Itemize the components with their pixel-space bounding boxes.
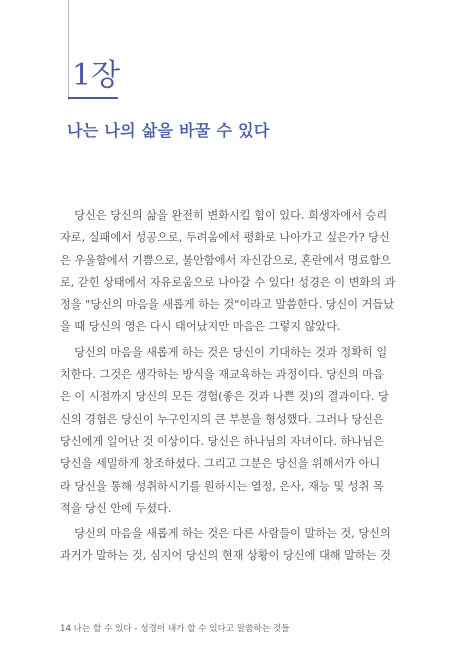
text-line: 은 우울함에서 기쁨으로, 불안함에서 자신감으로, 혼란에서 명료함으 (60, 253, 392, 267)
text-line: 정을 "당신의 마음을 새롭게 하는 것"이라고 말씀한다. 당신이 거듭났 (60, 298, 395, 312)
text-line: 적을 당신 안에 두셨다. (60, 501, 172, 515)
chapter-underline (68, 97, 118, 99)
text-line: 을 때 당신의 영은 다시 태어났지만 마음은 그렇지 않았다. (60, 320, 341, 334)
paragraph-2 (60, 342, 415, 520)
text-line: 당신의 마음을 새롭게 하는 것은 당신이 기대하는 것과 정확히 일 (60, 345, 388, 359)
chapter-title: 나는 나의 삶을 바꿀 수 있다 (67, 121, 270, 140)
page-footer: 14 나는 할 수 있다 - 성경이 내가 할 수 있다고 말씀하는 것들 (60, 624, 290, 634)
text-line: 과거가 말하는 것, 심지어 당신의 현재 상황이 당신에 대해 말하는 것 (60, 549, 391, 563)
text-line: 은 이 시점까지 당신의 모든 경험(좋은 것과 나쁜 것)의 결과이다. 당 (60, 390, 389, 404)
text-line: 라 당신을 통해 성취하시기를 원하시는 열정, 은사, 재능 및 성취 목 (60, 479, 384, 493)
text-line: 당신은 당신의 삶을 완전히 변화시킬 힘이 있다. 희생자에서 승리 (60, 209, 388, 222)
paragraph-3 (60, 523, 415, 568)
chapter-left-rule (68, 0, 69, 100)
text-line: 로, 갇힌 상태에서 자유로움으로 나아갈 수 있다! 성경은 이 변화의 과 (60, 275, 396, 289)
paragraph-1 (60, 205, 415, 339)
text-line: 자로, 실패에서 성공으로, 두려움에서 평화로 나아가고 싶은가? 당신 (60, 231, 390, 245)
text-line: 신의 경험은 당신이 누구인지의 큰 부분을 형성했다. 그러나 당신은 (60, 412, 384, 426)
chapter-number: 1장 (72, 58, 121, 93)
body-text (60, 205, 415, 568)
text-line: 당신에게 일어난 것 이상이다. 당신은 하나님의 자녀이다. 하나님은 (60, 434, 384, 448)
text-line: 치한다. 그것은 생각하는 방식을 재교육하는 과정이다. 당신의 마음 (60, 368, 384, 382)
text-line: 당신을 세밀하게 창조하셨다. 그리고 그분은 당신을 위해서가 아니 (60, 457, 381, 471)
text-line: 당신의 마음을 새롭게 하는 것은 다른 사람들이 말하는 것, 당신의 (60, 527, 391, 541)
